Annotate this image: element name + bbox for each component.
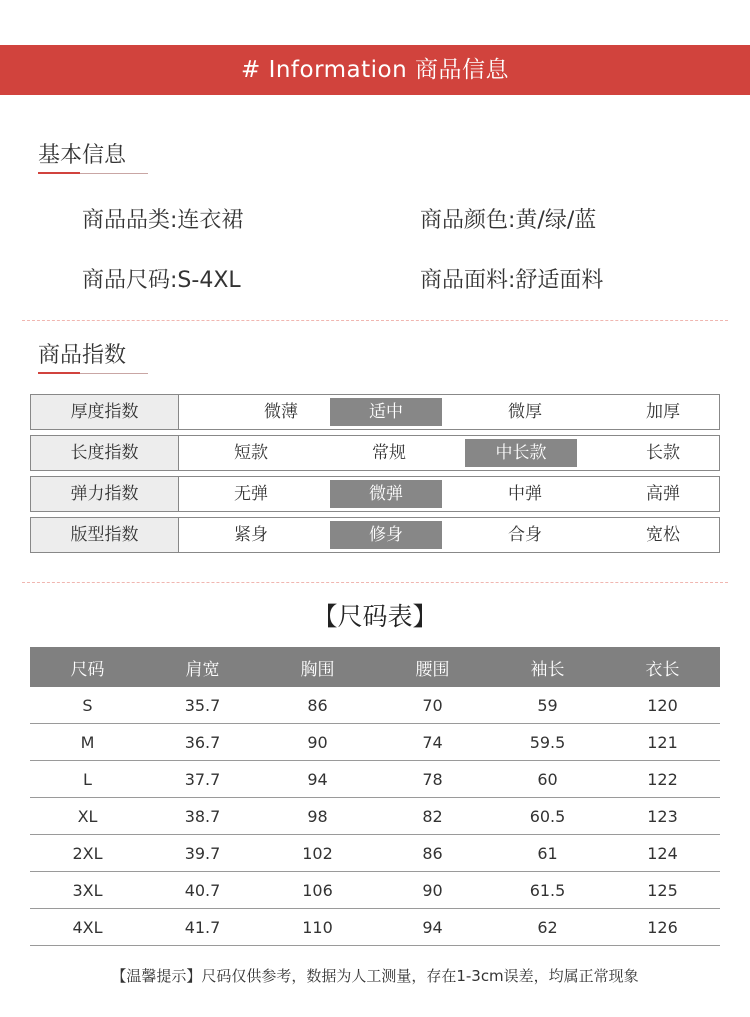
table-row xyxy=(30,724,720,761)
index-option: 宽松 xyxy=(646,525,680,545)
information-banner: # Information 商品信息 xyxy=(0,45,750,95)
info-size-label: 商品尺码: xyxy=(82,268,178,293)
info-fabric-value: 舒适面料 xyxy=(515,268,604,293)
table-cell: 94 xyxy=(260,761,375,798)
basic-info-accent xyxy=(38,172,80,174)
table-cell: 38.7 xyxy=(145,798,260,835)
index-row-label: 弹力指数 xyxy=(31,477,179,511)
table-cell: 106 xyxy=(260,872,375,909)
table-row xyxy=(30,687,720,724)
table-cell: 62 xyxy=(490,909,605,946)
index-option: 常规 xyxy=(372,443,406,463)
index-title: 商品指数 xyxy=(38,343,127,368)
info-fabric xyxy=(420,263,603,294)
header-cell: 肩宽 xyxy=(145,647,260,687)
table-cell: 60.5 xyxy=(490,798,605,835)
size-table-header xyxy=(30,647,720,687)
basic-info-title: 基本信息 xyxy=(38,143,127,168)
table-cell: 41.7 xyxy=(145,909,260,946)
index-option: 微厚 xyxy=(508,402,542,422)
size-table xyxy=(30,647,720,946)
info-color xyxy=(420,203,596,234)
table-cell: 90 xyxy=(375,872,490,909)
table-cell: 4XL xyxy=(30,909,145,946)
info-fabric-label: 商品面料: xyxy=(420,268,516,293)
table-cell: 36.7 xyxy=(145,724,260,761)
table-cell: 61.5 xyxy=(490,872,605,909)
header-cell: 衣长 xyxy=(605,647,720,687)
index-row-label: 厚度指数 xyxy=(31,395,179,429)
info-color-label: 商品颜色: xyxy=(420,208,516,233)
header-cell: 胸围 xyxy=(260,647,375,687)
table-cell: 3XL xyxy=(30,872,145,909)
table-cell: 60 xyxy=(490,761,605,798)
index-accent xyxy=(38,372,80,374)
table-cell: 82 xyxy=(375,798,490,835)
table-cell: XL xyxy=(30,798,145,835)
index-option: 高弹 xyxy=(646,484,680,504)
index-row-elasticity xyxy=(30,476,720,512)
table-cell: 37.7 xyxy=(145,761,260,798)
info-category-value: 连衣裙 xyxy=(177,208,244,233)
index-option: 微薄 xyxy=(264,402,298,422)
index-option: 加厚 xyxy=(646,402,680,422)
table-cell: 125 xyxy=(605,872,720,909)
index-row-length xyxy=(30,435,720,471)
table-cell: 86 xyxy=(260,687,375,724)
header-cell: 尺码 xyxy=(30,647,145,687)
info-size xyxy=(82,263,241,294)
index-option: 短款 xyxy=(234,443,268,463)
table-cell: 70 xyxy=(375,687,490,724)
table-cell: M xyxy=(30,724,145,761)
index-option: 中弹 xyxy=(508,484,542,504)
table-cell: 40.7 xyxy=(145,872,260,909)
size-table-title: 【尺码表】 xyxy=(312,602,438,631)
index-option-selected: 中长款 xyxy=(465,439,577,467)
table-cell: 78 xyxy=(375,761,490,798)
table-row xyxy=(30,872,720,909)
info-color-value: 黄/绿/蓝 xyxy=(515,208,597,233)
index-row-fit xyxy=(30,517,720,553)
table-cell: 59.5 xyxy=(490,724,605,761)
table-cell: 126 xyxy=(605,909,720,946)
table-cell: 74 xyxy=(375,724,490,761)
table-cell: 120 xyxy=(605,687,720,724)
table-cell: 98 xyxy=(260,798,375,835)
index-option-selected: 微弹 xyxy=(330,480,442,508)
section-divider xyxy=(22,582,728,583)
table-cell: 59 xyxy=(490,687,605,724)
info-category xyxy=(82,203,243,234)
table-cell: 61 xyxy=(490,835,605,872)
table-cell: 86 xyxy=(375,835,490,872)
table-cell: 94 xyxy=(375,909,490,946)
section-divider xyxy=(22,320,728,321)
table-cell: 124 xyxy=(605,835,720,872)
index-option-selected: 适中 xyxy=(330,398,442,426)
table-row xyxy=(30,798,720,835)
index-row-label: 长度指数 xyxy=(31,436,179,470)
table-cell: 122 xyxy=(605,761,720,798)
info-size-value: S-4XL xyxy=(177,268,241,293)
table-cell: S xyxy=(30,687,145,724)
warm-tip: 【温馨提示】尺码仅供参考，数据为人工测量，存在1-3cm误差，均属正常现象 xyxy=(111,967,639,985)
table-row xyxy=(30,835,720,872)
table-row xyxy=(30,909,720,946)
table-row xyxy=(30,761,720,798)
table-cell: 102 xyxy=(260,835,375,872)
table-cell: 2XL xyxy=(30,835,145,872)
table-cell: 39.7 xyxy=(145,835,260,872)
header-cell: 腰围 xyxy=(375,647,490,687)
table-cell: 90 xyxy=(260,724,375,761)
index-option-selected: 修身 xyxy=(330,521,442,549)
index-option: 无弹 xyxy=(234,484,268,504)
index-row-label: 版型指数 xyxy=(31,518,179,552)
index-option: 合身 xyxy=(508,525,542,545)
table-cell: L xyxy=(30,761,145,798)
table-cell: 35.7 xyxy=(145,687,260,724)
index-option: 长款 xyxy=(646,443,680,463)
table-cell: 123 xyxy=(605,798,720,835)
index-row-thickness xyxy=(30,394,720,430)
index-option: 紧身 xyxy=(234,525,268,545)
table-cell: 110 xyxy=(260,909,375,946)
info-category-label: 商品品类: xyxy=(82,208,178,233)
header-cell: 袖长 xyxy=(490,647,605,687)
table-cell: 121 xyxy=(605,724,720,761)
